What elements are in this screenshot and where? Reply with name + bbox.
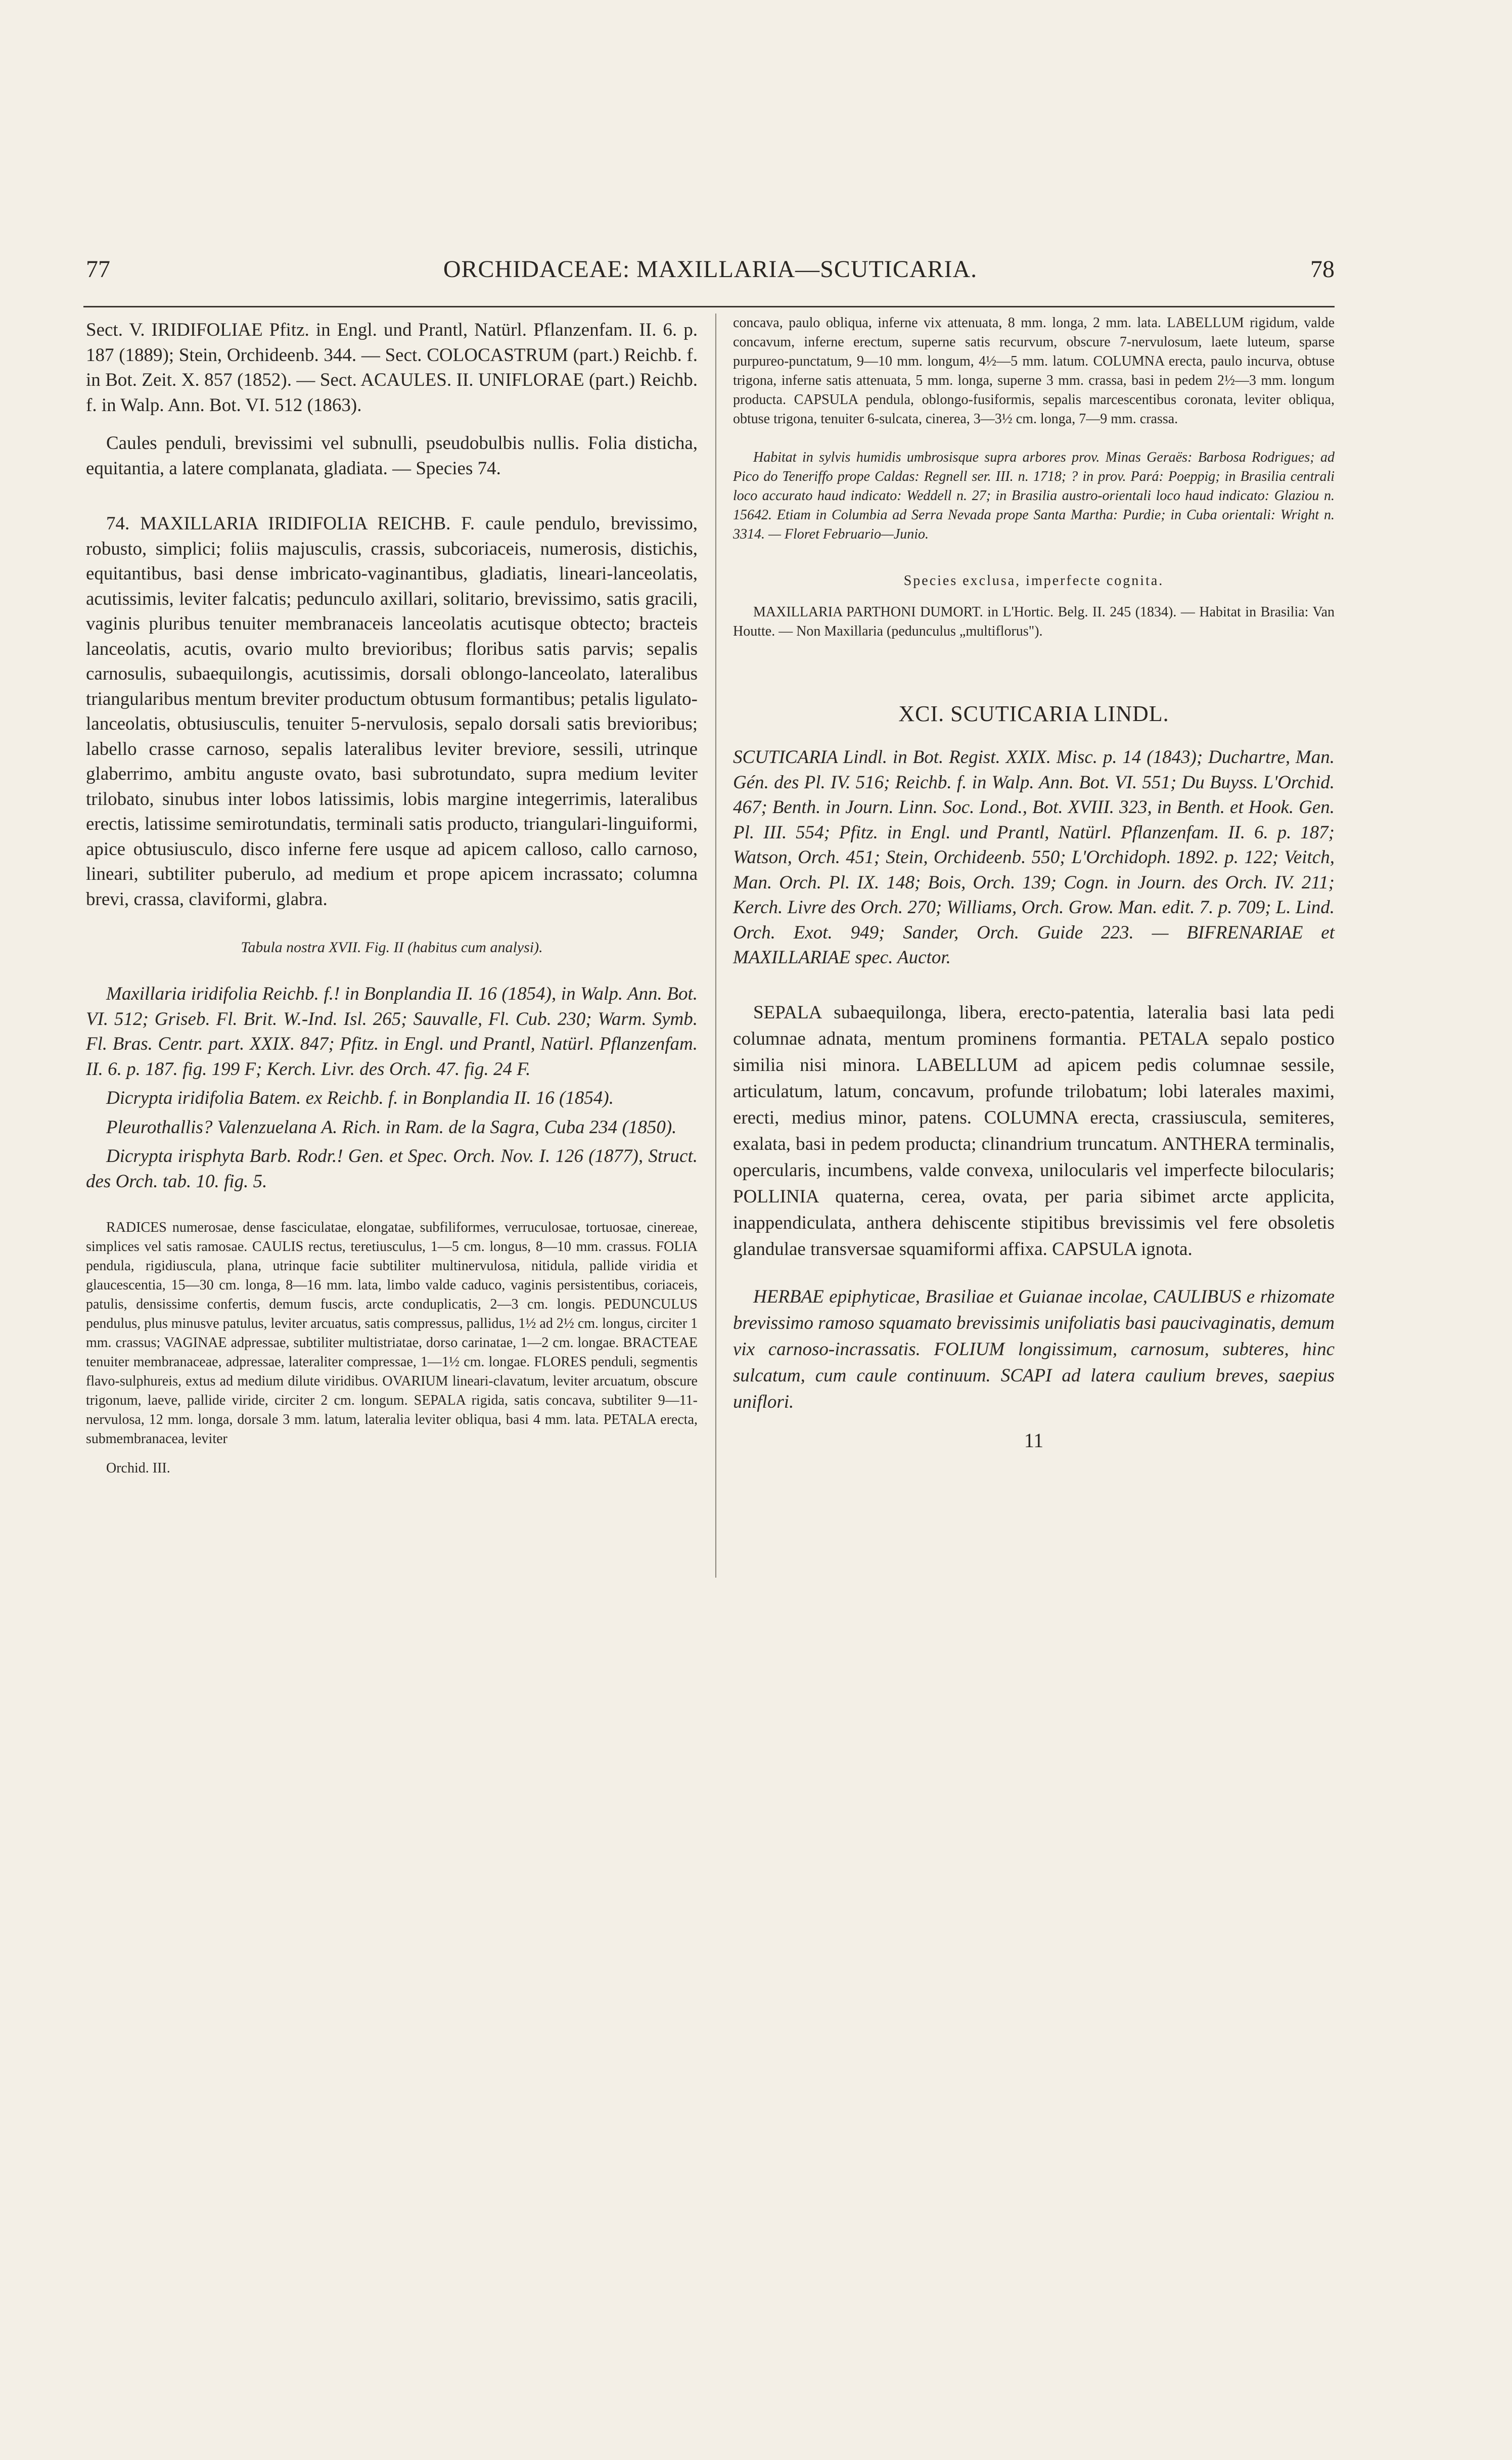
sheet-signature: 11 — [1024, 1428, 1044, 1452]
description-continued: concava, paulo obliqua, inferne vix attenuata, 8 mm. longa, 2 mm. lata. LABELLUM rigidum, valde concavum, inferne erectum, superne satis recurvum, obscure 7-nervulosum, laete luteum, sparse purpureo-punctatum, 9—10 mm. longum, 4½—5 mm. latum. COLUMNA erecta, paulo incurva, obtuse trigona, inferne satis attenuata, 5 mm. longa, superne 3 mm. crassa, basi in pedem 2½—3 mm. longum producta. CAPSULA pendula, oblongo-fusiformis, sepalis marcescentibus coronata, leviter obliqua, obtuse trigona, tenuiter 6-sulcata, cinerea, 3—3½ cm. longa, 7—9 mm. crassa. — [733, 315, 1335, 427]
header-rule — [83, 306, 1335, 307]
page-number-right: 78 — [1310, 256, 1335, 283]
habitat-paragraph: Habitat in sylvis humidis umbrosisque supra arbores prov. Minas Geraës: Barbosa Rodrigues; ad Pico do Teneriffo prope Caldas: Regnell ser. III. n. 1718; ? in prov. Pará: Poeppig; in Brasilia centrali loco accurato haud indicato: Weddell n. 27; in Brasilia austro-orientali loco haud indicato: Glaziou n. 15642. Etiam in Columbia ad Serra Nevada prope Santa Martha: Purdie; in Cuba orientali: Wright n. 3314. — Floret Februario—Junio. — [733, 450, 1335, 542]
section-heading: Sect. V. IRIDIFOLIAE Pfitz. in Engl. und Prantl, Natürl. Pflanzenfam. II. 6. p. 187 (1889); Stein, Orchideenb. 344. — Sect. COLOCASTRUM (part.) Reichb. f. in Bot. Zeit. X. 857 (1852). — Sect. ACAULES. II. UNIFLORAE (part.) Reichb. f. in Walp. Ann. Bot. VI. 512 (1863). — [86, 320, 698, 416]
genus-habit: HERBAE epiphyticae, Brasiliae et Guianae incolae, CAULIBUS e rhizomate brevissimo ramoso squamato brevissimis unifoliatis basi paucivaginatis, demum vix carnoso-incrassatis. FOLIUM longissimum, carnosum, subteres, hinc sulcatum, cum caule continuum. SCAPI ad latera caulium breves, saepius uniflori. — [733, 1286, 1335, 1412]
page-number-left: 77 — [86, 256, 110, 283]
running-header — [86, 255, 1335, 296]
genus-title: XCI. SCUTICARIA LINDL. — [898, 701, 1169, 726]
synonym-1: Maxillaria iridifolia Reichb. f.! in Bonplandia II. 16 (1854), in Walp. Ann. Bot. VI. 512; Griseb. Fl. Brit. W.-Ind. Isl. 265; Sauvalle, Fl. Cub. 230; Warm. Symb. Fl. Bras. Centr. part. XXIX. 847; Pfitz. in Engl. und Prantl, Natürl. Pflanzenfam. II. 6. p. 187. fig. 199 F; Kerch. Livr. des Orch. 47. fig. 24 F. — [86, 983, 698, 1080]
running-title: ORCHIDACEAE: MAXILLARIA—SCUTICARIA. — [443, 256, 978, 283]
synonym-2: Dicrypta iridifolia Batem. ex Reichb. f. in Bonplandia II. 16 (1854). — [106, 1088, 614, 1108]
synonym-4: Dicrypta irisphyta Barb. Rodr.! Gen. et Spec. Orch. Nov. I. 126 (1877), Struct. des Orch. tab. 10. fig. 5. — [86, 1146, 698, 1192]
signature-footer: Orchid. III. — [106, 1460, 170, 1476]
right-column — [733, 314, 1335, 1452]
genus-references: SCUTICARIA Lindl. in Bot. Regist. XXIX. Misc. p. 14 (1843); Duchartre, Man. Gén. des Pl. IV. 516; Reichb. f. in Walp. Ann. Bot. VI. 551; Du Buyss. L'Orchid. 467; Benth. in Journ. Linn. Soc. Lond., Bot. XVIII. 323, in Benth. et Hook. Gen. Pl. III. 554; Pfitz. in Engl. und Prantl, Natürl. Pflanzenfam. II. 6. p. 187; Watson, Orch. 451; Stein, Orchideenb. 550; L'Orchidoph. 1892. p. 122; Veitch, Man. Orch. Pl. IX. 148; Bois, Orch. 139; Cogn. in Journ. des Orch. IV. 211; Kerch. Livre des Orch. 270; Williams, Orch. Grow. Man. edit. 7. p. 709; L. Lind. Orch. Exot. 949; Sander, Orch. Guide 223. — BIFRENARIAE et MAXILLARIAE spec. Auctor. — [733, 747, 1335, 968]
plate-reference: Tabula nostra XVII. Fig. II (habitus cum analysi). — [241, 939, 543, 956]
left-column — [86, 314, 698, 1478]
species-description: 74. MAXILLARIA IRIDIFOLIA REICHB. F. caule pendulo, brevissimo, robusto, simplici; foliis majusculis, crassis, subcoriaceis, numerosis, distichis, equitantibus, basi dense imbricato-vaginantibus, gladiatis, lineari-lanceolatis, acutissimis, leviter falcatis; pedunculo axillari, solitario, brevissimo, satis gracili, vaginis pluribus tenuiter membranaceis lanceolatis acutisque obtecto; bracteis lanceolatis, acutis, ovario multo brevioribus; floribus satis parvis; sepalis carnosulis, subaequilongis, acutissimis, dorsali oblongo-lanceolato, lateralibus triangularibus mentum breviter productum obtusum formantibus; petalis ligulato-lanceolatis, obtusiusculis, tenuiter 5-nervulosis, sepalo dorsali satis brevioribus; labello crasse carnoso, sepalis lateralibus leviter breviore, sessili, utrinque glaberrimo, ambitu anguste ovato, basi subrotundato, supra medium leviter trilobato, sinubus inter lobos latissimis, lobis margine integerrimis, lateralibus erectis, latissime semirotundatis, terminali satis producto, triangulari-linguiformi, apice obtusiusculo, disco inferne fere usque ad apicem calloso, callo carnoso, lineari, subtiliter puberulo, ad medium et prope apicem incrassato; columna brevi, crassa, claviformi, glabra. — [86, 513, 698, 910]
column-divider — [715, 314, 716, 1578]
excluded-species: MAXILLARIA PARTHONI DUMORT. in L'Hortic. Belg. II. 245 (1834). — Habitat in Brasilia: Van Houtte. — Non Maxillaria (pedunculus „multiflorus"). — [733, 604, 1335, 639]
excluded-species-heading: Species exclusa, imperfecte cognita. — [903, 573, 1164, 589]
genus-description: SEPALA subaequilonga, libera, erecto-patentia, lateralia basi lata pedi columnae adnata, mentum prominens formantia. PETALA sepalo postico similia nisi minora. LABELLUM ad apicem pedis columnae sessile, articulatum, latum, concavum, profunde trilobatum; lobi laterales maximi, erecti, medius minor, patens. COLUMNA erecta, crassiuscula, semiteres, exalata, basi in pedem producta; clinandrium truncatum. ANTHERA terminalis, opercularis, incumbens, valde convexa, unilocularis vel imperfecte bilocularis; POLLINIA quaterna, cerea, ovata, per paria sibimet arcte applicita, inappendiculata, anthera dehiscente stipitibus brevissimis vel fere obsoletis glandulae transversae squamiformi affixa. CAPSULA ignota. — [733, 1002, 1335, 1260]
section-description: Caules penduli, brevissimi vel subnulli, pseudobulbis nullis. Folia disticha, equitantia, a latere complanata, gladiata. — Species 74. — [86, 433, 698, 479]
detailed-description: RADICES numerosae, dense fasciculatae, elongatae, subfiliformes, verruculosae, tortuosae, cinereae, simplices vel satis ramosae. CAULIS rectus, teretiusculus, 1—5 cm. longus, 8—10 mm. crassus. FOLIA pendula, rigidiuscula, plana, utrinque facie subtiliter multinervulosa, nitidula, pallide viridia et glaucescentia, 15—30 cm. longa, 8—16 mm. lata, limbo valde caduco, vaginis persistentibus, coriaceis, patulis, densissime confertis, demum fuscis, arcte conduplicatis, 2—3 cm. longis. PEDUNCULUS pendulus, plus minusve patulus, leviter arcuatus, satis compressus, pallidus, 1½ ad 2½ cm. longus, circiter 1 mm. crassus; VAGINAE adpressae, subtiliter multistriatae, dorso carinatae, 1—2 cm. longae. BRACTEAE tenuiter membranaceae, adpressae, lateraliter compressae, 1—1½ cm. longae. FLORES penduli, segmentis flavo-sulphureis, extus ad medium dilute viridibus. OVARIUM lineari-clavatum, leviter arcuatum, obscure trigonum, laeve, pallide viride, circiter 2 cm. longum. SEPALA rigida, satis concava, subtiliter 9—11-nervulosa, 12 mm. longa, dorsale 3 mm. latum, lateralia leviter obliqua, basi 4 mm. lata. PETALA erecta, submembranacea, leviter — [86, 1220, 698, 1447]
synonym-3: Pleurothallis? Valenzuelana A. Rich. in Ram. de la Sagra, Cuba 234 (1850). — [106, 1116, 677, 1138]
